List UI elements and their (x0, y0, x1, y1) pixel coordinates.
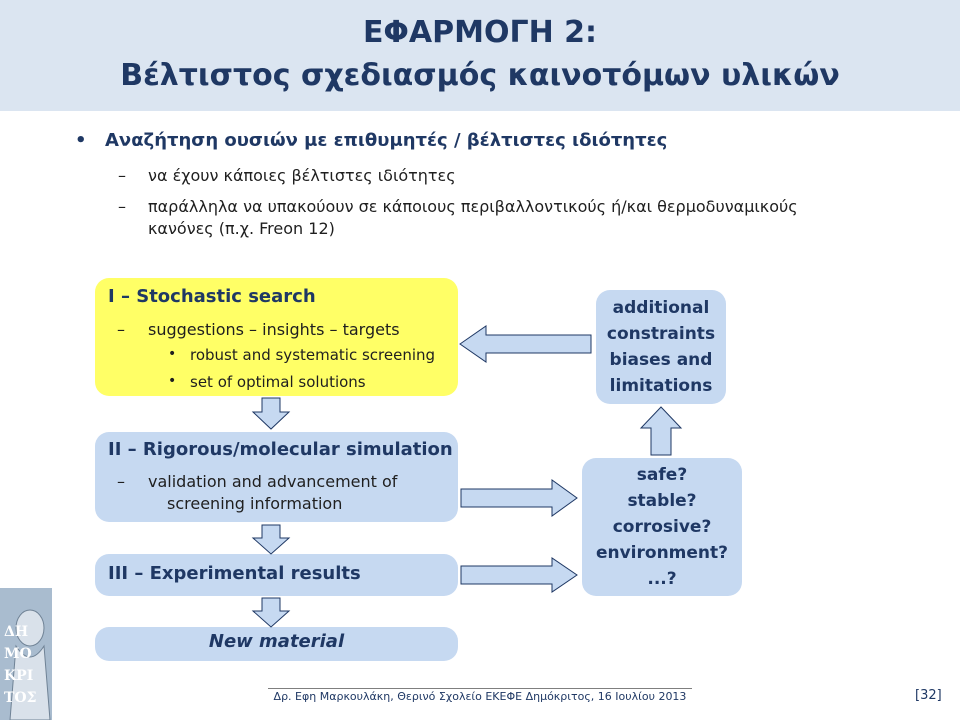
footer-divider (268, 688, 692, 689)
page-number: [32] (915, 688, 942, 703)
down-arrow-icon (252, 525, 290, 555)
stochastic-search-title: I – Stochastic search (108, 286, 316, 307)
question-line: ...? (647, 569, 677, 589)
constraints-text (596, 295, 726, 399)
box1-item-1: robust and systematic screening (190, 346, 436, 364)
box2-line-1: validation and advancement of (148, 472, 398, 491)
down-arrow-icon (252, 398, 290, 430)
box1-dash: – (117, 320, 125, 339)
experimental-results-title: III – Experimental results (108, 563, 361, 584)
slide-title-line1: ΕΦΑΡΜΟΓΗ 2: (362, 15, 598, 50)
sub-bullet-text: παράλληλα να υπακούουν σε κάποιους περιβαλλοντικούς ή/και θερμοδυναμικούς (148, 197, 798, 216)
molecular-simulation-title: II – Rigorous/molecular simulation (108, 439, 453, 460)
questions-text (582, 462, 742, 592)
box1-item-marker: • (168, 346, 177, 362)
box1-item-marker: • (168, 373, 177, 389)
democritus-logo (0, 588, 52, 720)
constraints-line: additional (612, 298, 710, 318)
box2-line-2: screening information (167, 494, 343, 513)
main-bullet-text: Αναζήτηση ουσιών με επιθυμητές / βέλτιστες ιδιότητες (105, 130, 668, 151)
question-line: safe? (636, 465, 688, 485)
sub-bullet-marker: – (118, 197, 126, 216)
sub-bullet-text: κανόνες (π.χ. Freon 12) (148, 219, 335, 238)
box2-dash: – (117, 472, 125, 491)
sub-bullet-text: να έχουν κάποιες βέλτιστες ιδιότητες (148, 166, 456, 185)
new-material-title: New material (208, 631, 345, 652)
left-arrow-icon (460, 325, 592, 363)
constraints-line: constraints (606, 324, 716, 344)
bullet-marker: • (75, 130, 87, 151)
box1-line: suggestions – insights – targets (148, 320, 400, 339)
footer-text: Δρ. Εφη Μαρκουλάκη, Θερινό Σχολείο ΕΚΕΦΕ Δημόκριτος, 16 Ιουλίου 2013 (273, 690, 687, 703)
slide-title-line2: Βέλτιστος σχεδιασμός καινοτόμων υλικών (120, 58, 840, 93)
question-line: environment? (595, 543, 729, 563)
box1-item-2: set of optimal solutions (190, 373, 366, 391)
constraints-line: biases and (609, 350, 713, 370)
right-arrow-icon (460, 479, 578, 517)
svg-text:ΤΟΣ: ΤΟΣ (4, 690, 37, 706)
down-arrow-icon (252, 598, 290, 628)
up-arrow-icon (640, 406, 682, 456)
svg-text:ΜΟ: ΜΟ (4, 646, 32, 662)
constraints-line: limitations (609, 376, 713, 396)
right-arrow-icon (460, 557, 578, 593)
democritus-bust-icon (0, 588, 52, 720)
question-line: corrosive? (612, 517, 712, 537)
question-line: stable? (627, 491, 697, 511)
svg-text:ΔΗ: ΔΗ (4, 624, 29, 640)
svg-text:ΚΡΙ: ΚΡΙ (4, 668, 34, 684)
sub-bullet-marker: – (118, 166, 126, 185)
